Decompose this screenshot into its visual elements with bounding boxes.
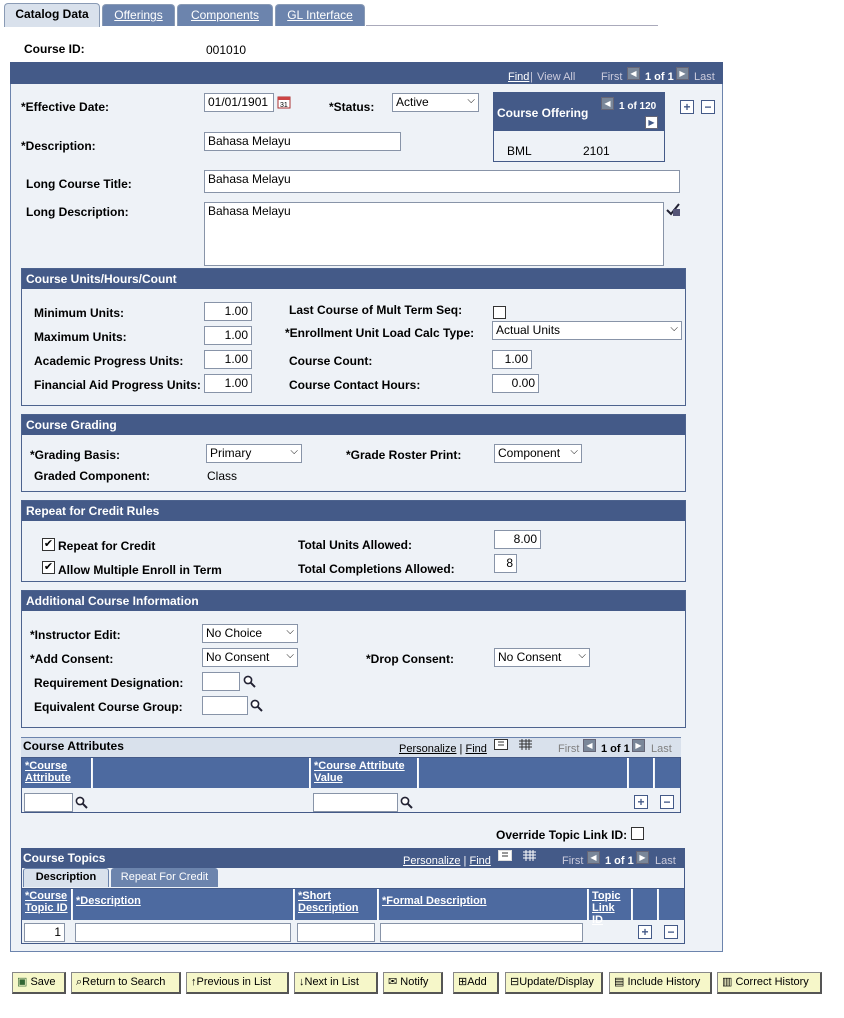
last-course-checkbox[interactable] xyxy=(493,306,506,319)
col-add xyxy=(629,758,654,788)
arrow-down-icon: ↓ xyxy=(299,976,305,988)
include-history-button[interactable] xyxy=(609,972,712,994)
svg-text:31: 31 xyxy=(280,102,288,109)
override-label: Override Topic Link ID: xyxy=(496,828,628,842)
search-icon[interactable] xyxy=(400,796,413,809)
tab-underline xyxy=(366,25,658,26)
equivalent-group-label: Equivalent Course Group: xyxy=(34,700,183,714)
add-button[interactable] xyxy=(453,972,499,994)
total-completions-input[interactable]: 8 xyxy=(494,554,517,573)
tab-offerings[interactable]: Offerings xyxy=(102,4,175,26)
search-icon[interactable] xyxy=(243,675,256,688)
notify-button-label: Notify xyxy=(400,976,429,988)
attribute-add-icon[interactable]: + xyxy=(634,795,648,809)
correct-button-label: Correct History xyxy=(735,976,809,988)
chevron-down-icon: ⌵ xyxy=(570,446,578,457)
offering-prev-icon[interactable]: ◀ xyxy=(601,97,614,110)
override-checkbox[interactable] xyxy=(631,827,644,840)
col-formal-description[interactable]: *Formal Description xyxy=(379,889,588,920)
next-button-label: Next in List xyxy=(304,976,359,988)
search-icon[interactable] xyxy=(75,796,88,809)
tab-catalog-data[interactable]: Catalog Data xyxy=(4,3,100,27)
graded-component-value: Class xyxy=(207,469,238,483)
course-count-label: Course Count: xyxy=(289,354,373,368)
spellcheck-icon[interactable] xyxy=(665,201,681,217)
status-select[interactable] xyxy=(392,93,479,112)
drop-consent-label: *Drop Consent: xyxy=(366,652,454,666)
requirement-label: Requirement Designation: xyxy=(34,676,184,690)
update-display-button[interactable] xyxy=(505,972,603,994)
add-consent-select[interactable] xyxy=(202,648,298,667)
acad-units-input[interactable]: 1.00 xyxy=(204,350,252,369)
roster-print-value: Component xyxy=(498,446,561,460)
chevron-down-icon: ⌵ xyxy=(286,626,294,637)
multi-enroll-label: Allow Multiple Enroll in Term xyxy=(58,563,222,577)
attributes-last: Last xyxy=(651,743,672,755)
update-button-label: Update/Display xyxy=(519,976,594,988)
search-icon: ⌕ xyxy=(76,976,83,988)
offering-number: 2101 xyxy=(583,144,610,158)
nav-sep: | xyxy=(530,71,533,83)
drop-consent-select[interactable] xyxy=(494,648,590,667)
grading-basis-value: Primary xyxy=(210,446,252,460)
history-icon: ▤ xyxy=(614,976,625,988)
topics-toolbar xyxy=(21,848,685,868)
offering-next-icon[interactable]: ▶ xyxy=(645,116,658,129)
chevron-down-icon: ⌵ xyxy=(286,650,294,661)
topics-count: 1 of 1 xyxy=(605,855,634,867)
total-units-label: Total Units Allowed: xyxy=(298,538,412,552)
description-input[interactable]: Bahasa Melayu xyxy=(204,132,401,151)
topic-description-input[interactable] xyxy=(75,923,291,942)
topics-personalize-link[interactable]: Personalize xyxy=(403,855,461,867)
course-id-value: 001010 xyxy=(206,43,247,57)
col-delete xyxy=(655,758,680,788)
long-title-label: Long Course Title: xyxy=(26,177,132,191)
col-topic-link-id[interactable]: Topic Link ID xyxy=(589,889,632,920)
topic-formal-description-input[interactable] xyxy=(380,923,583,942)
next-in-list-button[interactable] xyxy=(294,972,378,994)
correct-history-icon: ▥ xyxy=(722,976,733,988)
envelope-icon: ✉ xyxy=(388,976,398,988)
topics-first: First xyxy=(562,855,584,867)
add-consent-label: *Add Consent: xyxy=(30,652,114,666)
topic-id-input[interactable]: 1 xyxy=(24,923,65,942)
graded-component-label: Graded Component: xyxy=(34,469,150,483)
max-units-input[interactable]: 1.00 xyxy=(204,326,252,345)
attributes-title: Course Attributes xyxy=(23,739,124,753)
find-link[interactable]: Find xyxy=(508,71,530,83)
topics-prev-icon[interactable]: ◀ xyxy=(587,851,600,864)
min-units-label: Minimum Units: xyxy=(34,306,124,320)
last-course-label: Last Course of Mult Term Seq: xyxy=(289,303,463,317)
repeat-header: Repeat for Credit Rules xyxy=(22,501,685,521)
nav-last: Last xyxy=(694,71,715,83)
tab-gl-interface[interactable]: GL Interface xyxy=(275,4,365,26)
col-add xyxy=(633,889,658,920)
attribute-input[interactable] xyxy=(24,793,73,812)
status-label: *Status: xyxy=(329,100,375,114)
add-icon: ⊞ xyxy=(458,976,468,988)
add-button-label: Add xyxy=(467,976,487,988)
prev-button-label: Previous in List xyxy=(196,976,272,988)
previous-in-list-button[interactable] xyxy=(186,972,289,994)
instructor-edit-label: *Instructor Edit: xyxy=(30,628,121,642)
chevron-down-icon: ⌵ xyxy=(467,95,475,106)
description-label: *Description: xyxy=(21,139,96,153)
col-attribute-value[interactable]: *Course Attribute Value xyxy=(311,758,418,788)
save-icon: ▣ xyxy=(17,976,28,988)
save-button[interactable] xyxy=(12,972,66,994)
add-row-icon[interactable]: + xyxy=(680,100,694,114)
grading-basis-select[interactable] xyxy=(206,444,302,463)
attributes-find-link[interactable]: Find xyxy=(465,743,487,755)
delete-row-icon[interactable]: − xyxy=(701,100,715,114)
col-delete xyxy=(659,889,684,920)
topic-delete-icon[interactable]: − xyxy=(664,925,678,939)
grading-basis-label: *Grading Basis: xyxy=(30,448,121,462)
topics-tab-repeat[interactable]: Repeat For Credit xyxy=(111,868,218,887)
grading-header: Course Grading xyxy=(22,415,685,435)
load-calc-label: *Enrollment Unit Load Calc Type: xyxy=(285,326,475,340)
col-blank-2 xyxy=(419,758,628,788)
attribute-value-input[interactable] xyxy=(313,793,398,812)
course-id-label: Course ID: xyxy=(24,42,85,56)
effective-date-input[interactable]: 01/01/1901 xyxy=(204,93,274,112)
drop-consent-value: No Consent xyxy=(498,650,562,664)
effective-date-label: *Effective Date: xyxy=(21,100,110,114)
topics-next-icon[interactable]: ▶ xyxy=(636,851,649,864)
attributes-next-icon[interactable]: ▶ xyxy=(632,739,645,752)
nav-count: 1 of 1 xyxy=(645,71,674,83)
tab-components[interactable]: Components xyxy=(177,4,273,26)
fin-units-input[interactable]: 1.00 xyxy=(204,374,252,393)
topics-title: Course Topics xyxy=(23,851,106,865)
col-course-attribute[interactable]: *Course Attribute xyxy=(22,758,92,788)
attributes-count: 1 of 1 xyxy=(601,743,630,755)
nav-prev-icon[interactable]: ◀ xyxy=(627,67,640,80)
chevron-down-icon: ⌵ xyxy=(290,446,298,457)
course-count-input[interactable]: 1.00 xyxy=(492,350,532,369)
include-button-label: Include History xyxy=(627,976,701,988)
offering-code: BML xyxy=(507,144,532,158)
grid-view-icon[interactable] xyxy=(519,739,532,750)
contact-hours-label: Course Contact Hours: xyxy=(289,378,421,392)
topics-find-link[interactable]: Find xyxy=(469,855,491,867)
attributes-personalize-link[interactable]: Personalize xyxy=(399,743,457,755)
contact-hours-input[interactable]: 0.00 xyxy=(492,374,539,393)
total-units-input[interactable]: 8.00 xyxy=(494,530,541,549)
add-consent-value: No Consent xyxy=(206,650,270,664)
topics-last: Last xyxy=(655,855,676,867)
notify-button[interactable] xyxy=(383,972,443,994)
course-offering-title: Course Offering xyxy=(497,106,589,120)
units-header: Course Units/Hours/Count xyxy=(22,269,685,289)
additional-header: Additional Course Information xyxy=(22,591,685,611)
min-units-input[interactable]: 1.00 xyxy=(204,302,252,321)
requirement-input[interactable] xyxy=(202,672,240,691)
nav-first: First xyxy=(601,71,623,83)
topic-add-icon[interactable]: + xyxy=(638,925,652,939)
col-description[interactable]: *Description xyxy=(73,889,294,920)
total-completions-label: Total Completions Allowed: xyxy=(298,562,455,576)
col-topic-id[interactable]: *Course Topic ID xyxy=(22,889,72,920)
attributes-first: First xyxy=(558,743,580,755)
nav-next-icon[interactable]: ▶ xyxy=(676,67,689,80)
update-icon: ⊟ xyxy=(510,976,520,988)
fin-units-label: Financial Aid Progress Units: xyxy=(34,378,201,392)
long-desc-label: Long Description: xyxy=(26,205,129,219)
acad-units-label: Academic Progress Units: xyxy=(34,354,184,368)
max-units-label: Maximum Units: xyxy=(34,330,127,344)
return-button-label: Return to Search xyxy=(82,976,166,988)
arrow-up-icon: ↑ xyxy=(191,976,197,988)
download-icon[interactable] xyxy=(498,850,512,861)
instructor-edit-value: No Choice xyxy=(206,626,263,640)
load-calc-value: Actual Units xyxy=(496,323,561,337)
roster-print-select[interactable] xyxy=(494,444,582,463)
status-value: Active xyxy=(396,95,429,109)
chevron-down-icon: ⌵ xyxy=(578,650,586,661)
long-title-input[interactable]: Bahasa Melayu xyxy=(204,170,680,193)
load-calc-select[interactable] xyxy=(492,321,682,340)
repeat-credit-checkbox[interactable]: ✔ xyxy=(43,538,54,550)
calendar-icon[interactable] xyxy=(277,95,291,109)
roster-print-label: *Grade Roster Print: xyxy=(346,448,462,462)
chevron-down-icon: ⌵ xyxy=(670,323,678,334)
long-desc-input[interactable]: Bahasa Melayu xyxy=(204,202,664,266)
search-icon[interactable] xyxy=(250,699,263,712)
topics-tab-description[interactable]: Description xyxy=(23,868,109,887)
grid-view-icon[interactable] xyxy=(523,850,536,861)
repeat-credit-label: Repeat for Credit xyxy=(58,539,156,553)
equivalent-group-input[interactable] xyxy=(202,696,248,715)
multi-enroll-checkbox[interactable]: ✔ xyxy=(43,561,54,573)
topic-short-description-input[interactable] xyxy=(297,923,375,942)
col-blank-1 xyxy=(93,758,310,788)
offering-count: 1 of 120 xyxy=(619,101,657,112)
return-to-search-button[interactable] xyxy=(71,972,181,994)
instructor-edit-select[interactable] xyxy=(202,624,298,643)
correct-history-button[interactable] xyxy=(717,972,822,994)
attribute-delete-icon[interactable]: − xyxy=(660,795,674,809)
attributes-prev-icon[interactable]: ◀ xyxy=(583,739,596,752)
view-all-link[interactable]: View All xyxy=(537,71,576,83)
col-short-description[interactable]: *Short Description xyxy=(295,889,378,920)
download-icon[interactable] xyxy=(494,739,508,750)
save-button-label: Save xyxy=(30,976,56,988)
